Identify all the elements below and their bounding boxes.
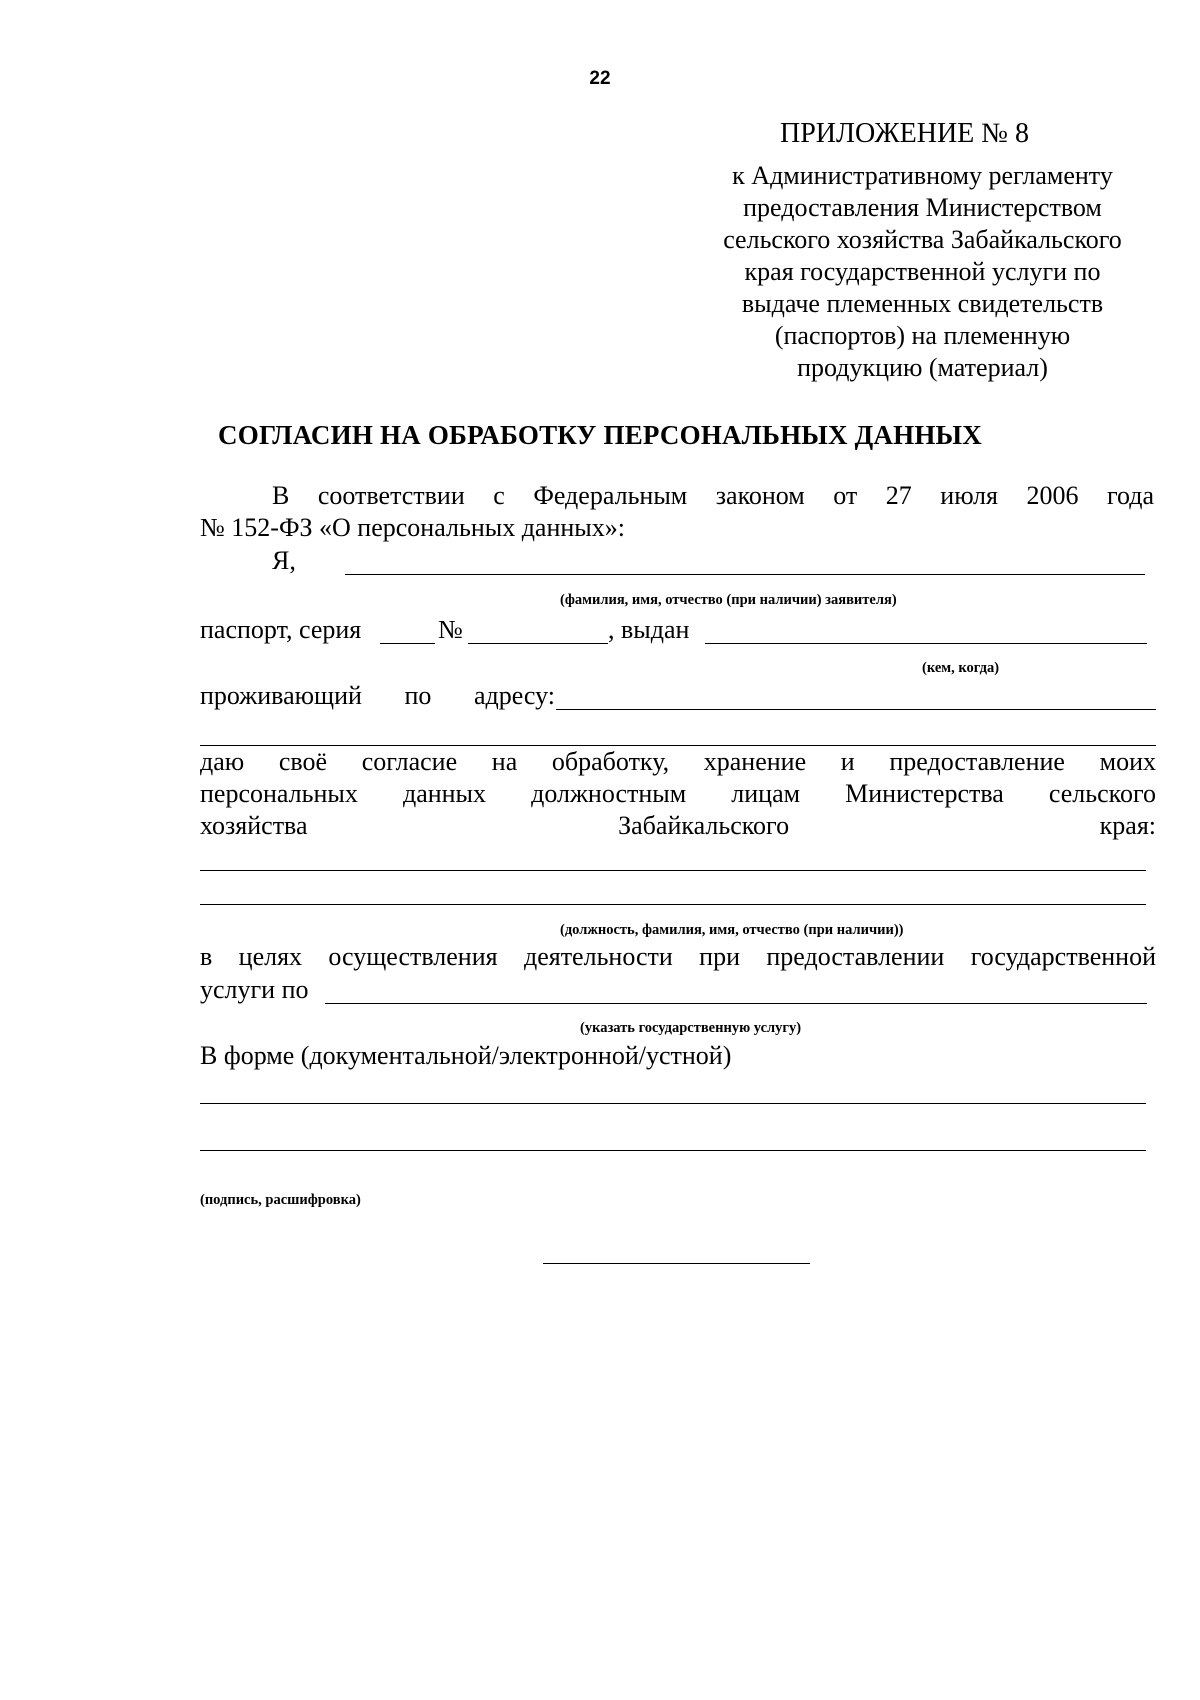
number-sign: № xyxy=(438,615,463,644)
official-field-continued[interactable] xyxy=(200,904,1146,905)
service-field[interactable] xyxy=(325,1003,1147,1004)
annex-subtitle-line: к Административному регламенту xyxy=(732,161,1113,190)
consent-line-3: хозяйства Забайкальского края: xyxy=(200,811,1156,840)
form-label: В форме (документальной/электронной/устной) xyxy=(200,1041,732,1070)
address-field[interactable] xyxy=(556,709,1156,710)
service-caption: (указать государственную услугу) xyxy=(580,1020,802,1036)
page-number: 22 xyxy=(589,68,611,89)
annex-subtitle-line: сельского хозяйства Забайкальского xyxy=(723,225,1122,254)
issued-caption: (кем, когда) xyxy=(922,660,1000,676)
official-field[interactable] xyxy=(200,870,1146,871)
annex-subtitle-line: (паспортов) на племенную xyxy=(774,321,1071,350)
signature-field[interactable] xyxy=(543,1263,810,1264)
document-title: СОГЛАСИН НА ОБРАБОТКУ ПЕРСОНАЛЬНЫХ ДАННЫХ xyxy=(218,420,982,450)
intro-line-2: № 152-ФЗ «О персональных данных»: xyxy=(200,513,625,542)
annex-title: ПРИЛОЖЕНИЕ № 8 xyxy=(780,118,1029,149)
issued-label: , выдан xyxy=(608,615,690,644)
passport-issued-field[interactable] xyxy=(705,643,1147,644)
consent-line-2: персональных данных должностным лицам Министерства сельского xyxy=(200,779,1156,808)
purpose-label: услуги по xyxy=(200,975,309,1004)
annex-subtitle xyxy=(685,160,1160,384)
signature-caption: (подпись, расшифровка) xyxy=(200,1192,361,1208)
passport-label: паспорт, серия xyxy=(200,615,362,644)
consent-line-1: даю своё согласие на обработку, хранение и предоставление моих xyxy=(200,747,1156,776)
annex-subtitle-line: выдаче племенных свидетельств xyxy=(741,289,1104,318)
passport-series-field[interactable] xyxy=(380,643,435,644)
purpose-line-1: в целях осуществления деятельности при предоставлении государственной xyxy=(200,942,1156,971)
address-label: проживающий по адресу: xyxy=(200,681,555,710)
applicant-name-field[interactable] xyxy=(345,574,1145,575)
annex-subtitle-line: края государственной услуги по xyxy=(744,257,1101,286)
form-field-continued[interactable] xyxy=(200,1150,1146,1151)
annex-subtitle-line: предоставления Министерством xyxy=(743,193,1102,222)
form-field[interactable] xyxy=(200,1103,1146,1104)
intro-line-1: В соответствии с Федеральным законом от 27 июля 2006 года xyxy=(272,481,1154,510)
fio-caption: (фамилия, имя, отчество (при наличии) заявителя) xyxy=(560,592,897,608)
passport-number-field[interactable] xyxy=(468,643,608,644)
official-caption: (должность, фамилия, имя, отчество (при наличии)) xyxy=(560,922,904,938)
annex-subtitle-line: продукцию (материал) xyxy=(797,353,1048,382)
i-label: Я, xyxy=(272,546,296,575)
